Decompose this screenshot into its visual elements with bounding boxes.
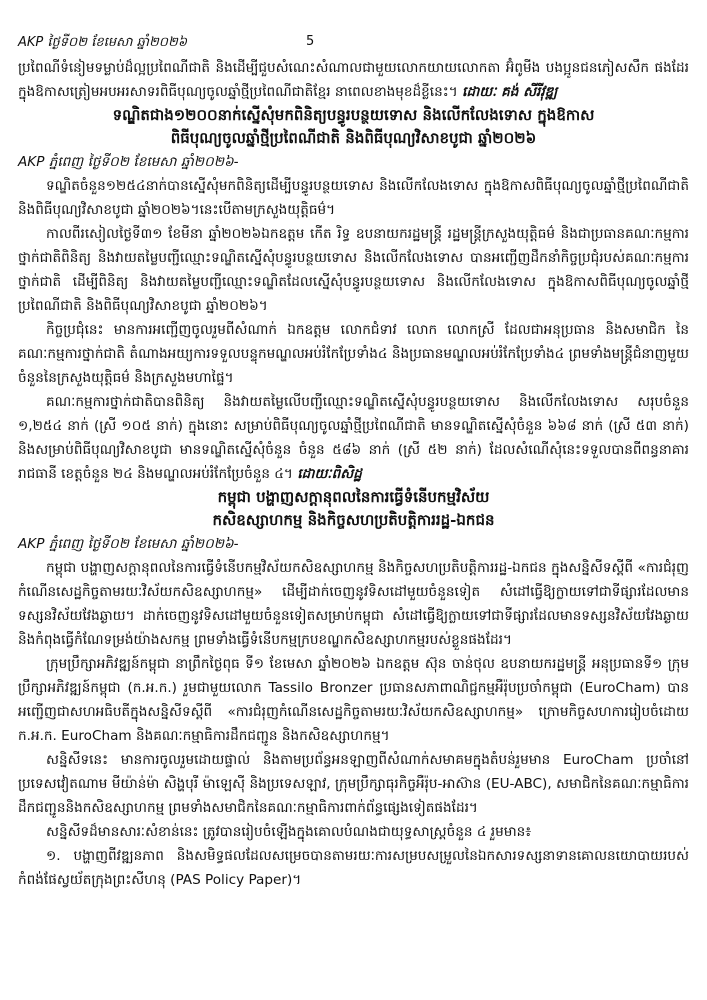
article1-paragraph-4 [18,390,689,486]
article1-paragraph-4-text: គណៈកម្មការថ្នាក់ជាតិបានពិនិត្យ និងវាយតម្លៃលើបញ្ជីឈ្មោះទណ្ឌិតស្នើសុំបន្ធូរបន្ថយទោស និងលើកលែងទោស សរុបចំនួន ១,២៥៤ នាក់ (ស្រី ១០៥ នាក់) ក្នុងនោះ សម្រាប់ពិធីបុណ្យចូលឆ្នាំថ្មីប្រពៃណីជាតិ មានទណ្ឌិតស្នើសុំចំនួន ៦៦៨ នាក់ (ស្រី ៥៣ នាក់) និងសម្រាប់ពិធីបុណ្យវិសាខបូជា មានទណ្ឌិតស្នើសុំចំនួន ចំនួន ៥៨៦ នាក់ (ស្រី ៥២ នាក់) ដែលសំណើសុំនេះទទួលបានពីពន្ធនាគារ រាជធានី ខេត្តចំនួន ២៤ និងមណ្ឌលអប់រំកែប្រែចំនួន ៤។ [18,394,689,482]
article2-paragraph-5: ១. បង្ហាញពីវឌ្ឍនភាព និងសមិទ្ធផលដែលសម្រេចបានតាមរយៈការសម្របសម្រួលនៃឯកសារទស្សនាទានគោលនយោបាយរបស់កំពង់ផែស្វយ័តក្រុងព្រះសីហនុ (PAS Policy Paper)។ [18,848,689,888]
intro-byline: ដោយៈ គង់ សីរីវុឌ្ឍ [462,84,558,100]
article1-paragraph-2: កាលពីរសៀលថ្ងៃទី៣១ ខែមីនា ឆ្នាំ២០២៦ឯកឧត្តម កើត រិទ្ធ ឧបនាយករដ្ឋមន្ត្រី រដ្ឋមន្ត្រីក្រសួងយុត្តិធម៌ និងជាប្រធានគណៈកម្មការថ្នាក់ជាតិពិនិត្យ និងវាយតម្លៃបញ្ជីឈ្មោះទណ្ឌិតស្នើសុំបន្ធូរបន្ថយទោស និងលើកលែងទោស បានអញ្ជើញដឹកនាំកិច្ចប្រជុំរបស់គណៈកម្មការថ្នាក់ជាតិ ដើម្បីពិនិត្យ និងវាយតម្លៃបញ្ជីឈ្មោះទណ្ឌិតដែលស្នើសុំបន្ធូរបន្ថយទោស និងលើកលែងទោស ក្នុងឱកាសពិធីបុណ្យចូលឆ្នាំថ្មីប្រពៃណីជាតិ និងពិធីបុណ្យវិសាខបូជា ឆ្នាំ២០២៦។ [18,226,689,314]
intro-paragraph [18,56,689,104]
article2-headline [18,486,689,532]
article2-dateline: AKP ភ្នំពេញ ថ្ងៃទី០២ ខែមេសា ឆ្នាំ២០២៦- [18,536,239,552]
article2-paragraph-2: ក្រុមប្រឹក្សាអភិវឌ្ឍន៍កម្ពុជា នាព្រឹកថ្ងៃពុធ ទី១ ខែមេសា ឆ្នាំ២០២៦ ឯកឧត្តម ស៊ុន ចាន់ថុល ឧបនាយករដ្ឋមន្ត្រី អនុប្រធានទី១ ក្រុមប្រឹក្សាអភិវឌ្ឍន៍កម្ពុជា (ក.អ.ក.) រួមជាមួយលោក Tassilo Bronzer ប្រធានសភាពាណិជ្ជកម្មអឺរ៉ុបប្រចាំកម្ពុជា (EuroCham) បានអញ្ជើញជាសហអធិបតីក្នុងសន្និសីទស្តីពី «ការជំរុញកំណើនសេដ្ឋកិច្ចតាមរយៈវិស័យកសិឧស្សាហកម្ម» ក្រោមកិច្ចសហការរៀបចំដោយ ក.អ.ក. EuroCham និងគណៈកម្មាធិការដឹកជញ្ជូន និងកសិឧស្សាហកម្ម។ [18,656,689,744]
article2-paragraph-4: សន្និសីទដ៏មានសារៈសំខាន់នេះ ត្រូវបានរៀបចំឡើងក្នុងគោលបំណងជាយុទ្ធសាស្ត្រចំនួន ៤ រួមមាន៖ [46,824,532,840]
article2-paragraph-3: សន្និសីទនេះ មានការចូលរួមដោយផ្ទាល់ និងតាមប្រព័ន្ធអនឡាញពីសំណាក់សមាគមក្នុងតំបន់រួមមាន EuroCham ប្រចាំនៅប្រទេសវៀតណាម មីយ៉ាន់ម៉ា សិង្ហបុរី ម៉ាឡេស៊ី និងប្រទេសឡាវ, ក្រុមប្រឹក្សាធុរកិច្ចអឺរ៉ុប-អាស៊ាន (EU-ABC), សមាជិកនៃគណៈកម្មាធិការដឹកជញ្ជូននិងកសិឧស្សាហកម្ម ព្រមទាំងសមាជិកនៃគណៈកម្មាធិការពាក់ព័ន្ធផ្សេងទៀតផងដែរ។ [18,752,689,816]
article1-headline-line2: ពិធីបុណ្យចូលឆ្នាំថ្មីប្រពៃណីជាតិ និងពិធីបុណ្យវិសាខបូជា ឆ្នាំ២០២៦ [170,129,537,147]
page-header [18,30,689,56]
article2-paragraph-1: កម្ពុជា បង្ហាញសក្តានុពលនៃការធ្វើទំនើបកម្មវិស័យកសិឧស្សាហកម្ម និងកិច្ចសហប្រតិបត្តិការរដ្ឋ-ឯកជន ក្នុងសន្និសីទស្តីពី «ការជំរុញកំណើនសេដ្ឋកិច្ចតាមរយៈវិស័យកសិឧស្សាហកម្ម» ដើម្បីដាក់ចេញនូវទិសដៅមួយចំនួនទៀត សំដៅធ្វើឱ្យក្លាយទៅជាទីផ្សារដែលមានទស្សនវិស័យវែងឆ្ងាយ។ ដាក់ចេញនូវទិសដៅមួយចំនួនទៀតសម្រាប់កម្ពុជា សំដៅធ្វើឱ្យក្លាយទៅជាទីផ្សារដែលមានទស្សនវិស័យវែងឆ្ងាយ និងកំពុងធ្វើកំណែទម្រង់យ៉ាងសកម្ម ព្រមទាំងធ្វើទំនើបកម្មក្របខណ្ឌកសិឧស្សាហកម្មរបស់ខ្លួនផងដែរ។ [18,560,689,648]
article1-byline: ដោយៈពិសិដ្ឋ [297,466,362,482]
article1-dateline: AKP ភ្នំពេញ ថ្ងៃទី០២ ខែមេសា ឆ្នាំ២០២៦- [18,154,239,170]
article2-headline-line1: កម្ពុជា បង្ហាញសក្តានុពលនៃការធ្វើទំនើបកម្មវិស័យ [217,488,490,506]
article2-headline-line2: កសិឧស្សាហកម្ម និងកិច្ចសហប្រតិបត្តិការរដ្ឋ-ឯកជន [212,511,495,529]
header-source-date: AKP ថ្ងៃទី០២ ខែមេសា ឆ្នាំ២០២៦ [18,35,188,50]
article1-headline [18,104,689,150]
intro-text: ប្រពៃណីទំនៀមទម្លាប់ដ៏ល្អប្រពៃណីជាតិ និងដើម្បីជួបសំណេះសំណាលជាមួយលោកយាយលោកតា អ៊ំពូមីង បងប្អូនជនភៀសសឹក ផងដែរ ក្នុងឱកាសត្រៀមអបអរសាទរពិធីបុណ្យចូលឆ្នាំថ្មីប្រពៃណីជាតិខ្មែរ នាពេលខាងមុខដ៏ខ្លីនេះ។ [18,60,689,100]
article1-paragraph-3: កិច្ចប្រជុំនេះ មានការអញ្ជើញចូលរួមពីសំណាក់ ឯកឧត្តម លោកជំទាវ លោក លោកស្រី ដែលជាអនុប្រធាន និងសមាជិក នៃគណៈកម្មការថ្នាក់ជាតិ តំណាងអយ្យការទទួលបន្ទុកមណ្ឌលអប់រំកែប្រែទាំង៤ និងប្រធានមណ្ឌលអប់រំកែប្រែទាំង៤ ព្រមទាំងមន្ត្រីជំនាញមួយចំនួននៃក្រសួងយុត្តិធម៌ និងក្រសួងមហាផ្ទៃ។ [18,322,689,386]
article1-paragraph-1: ទណ្ឌិតចំនួន១២៥៤នាក់បានស្នើសុំមកពិនិត្យដើម្បីបន្ធូរបន្ថយទោស និងលើកលែងទោស ក្នុងឱកាសពិធីបុណ្យចូលឆ្នាំថ្មីប្រពៃណីជាតិ និងពិធីបុណ្យវិសាខបូជា ឆ្នាំ២០២៦។នេះបើតាមក្រសួងយុត្តិធម៌។ [18,178,689,218]
article1-headline-line1: ទណ្ឌិតជាង១២០០នាក់ស្នើសុំមកពិនិត្យបន្ធូរបន្ថយទោស និងលើកលែងទោស ក្នុងឱកាស [112,106,595,124]
page-number: 5 [306,34,315,49]
